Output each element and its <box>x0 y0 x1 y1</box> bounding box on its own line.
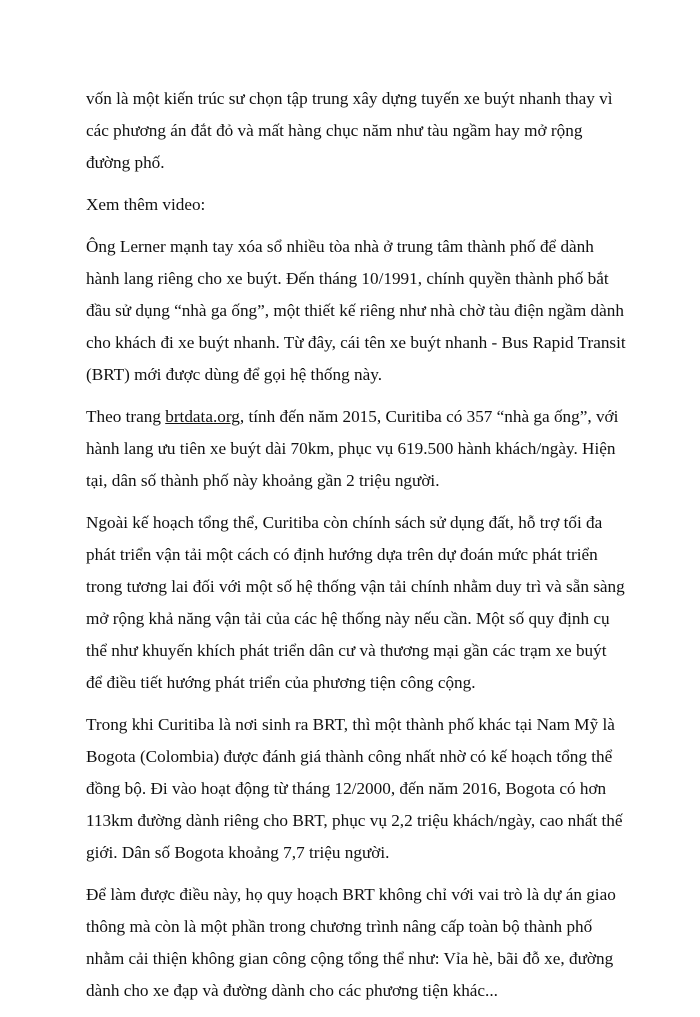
paragraph-bogota-brt: Trong khi Curitiba là nơi sinh ra BRT, thì một thành phố khác tại Nam Mỹ là Bogota (Colombia) được đánh giá thành công nhất nhờ có kế hoạch tổng thể đồng bộ. Đi vào hoạt động từ tháng 12/2000, đến năm 2016, Bogota có hơn 113km đường dành riêng cho BRT, phục vụ 2,2 triệu khách/ngày, cao nhất thế giới. Dân số Bogota khoảng 7,7 triệu người. <box>86 715 623 862</box>
paragraph-lerner-brt: Ông Lerner mạnh tay xóa sổ nhiều tòa nhà ở trung tâm thành phố để dành hành lang riêng cho xe buýt. Đến tháng 10/1991, chính quyền thành phố bắt đầu sử dụng “nhà ga ống”, một thiết kế riêng như nhà chờ tàu điện ngầm dành cho khách đi xe buýt nhanh. Từ đây, cái tên xe buýt nhanh - Bus Rapid Transit (BRT) mới được dùng để gọi hệ thống này. <box>86 237 626 384</box>
paragraph-text-before-link: Theo trang <box>86 407 166 426</box>
article-body <box>86 83 626 1017</box>
paragraph-see-more-video: Xem thêm video: <box>86 195 206 214</box>
paragraph-curitiba-land-use: Ngoài kế hoạch tổng thể, Curitiba còn chính sách sử dụng đất, hỗ trợ tối đa phát triển vận tải một cách có định hướng dựa trên dự đoán mức phát triển trong tương lai đối với một số hệ thống vận tải chính nhằm duy trì và sẵn sàng mở rộng khả năng vận tải của các hệ thống này nếu cần. Một số quy định cụ thể như khuyến khích phát triển dân cư và thương mại gần các trạm xe buýt để điều tiết hướng phát triển của phương tiện công cộng. <box>86 513 625 692</box>
paragraph-brtdata-stats <box>86 401 626 497</box>
paragraph-text-after-link: , tính đến năm 2015, Curitiba có 357 “nhà ga ống”, với hành lang ưu tiên xe buýt dài 70km, phục vụ 619.500 hành khách/ngày. Hiện tại, dân số thành phố này khoảng gần 2 triệu người. <box>86 407 619 490</box>
paragraph-intro-continuation: vốn là một kiến trúc sư chọn tập trung xây dựng tuyến xe buýt nhanh thay vì các phương án đắt đỏ và mất hàng chục năm như tàu ngầm hay mở rộng đường phố. <box>86 89 613 172</box>
brtdata-link[interactable]: brtdata.org <box>165 407 240 426</box>
paragraph-bogota-planning: Để làm được điều này, họ quy hoạch BRT không chỉ với vai trò là dự án giao thông mà còn là một phần trong chương trình nâng cấp toàn bộ thành phố nhằm cải thiện không gian công cộng tổng thể như: Vỉa hè, bãi đỗ xe, đường dành cho xe đạp và đường dành cho các phương tiện khác... <box>86 885 616 1000</box>
